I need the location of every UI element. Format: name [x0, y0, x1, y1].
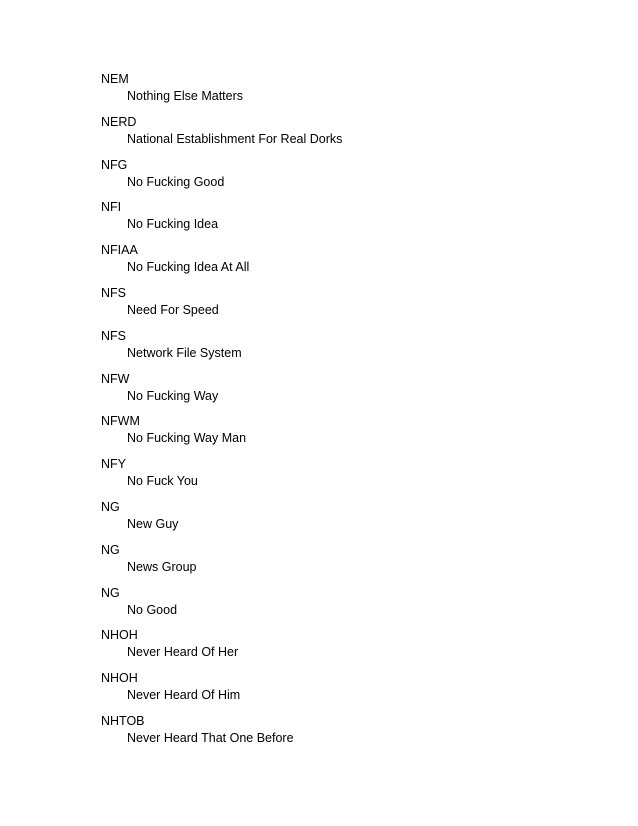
acronym-entry — [101, 242, 601, 285]
acronym-definition: News Group — [127, 559, 197, 574]
acronym-term: NHTOB — [101, 713, 145, 728]
acronym-entry — [101, 71, 601, 114]
acronym-entry — [101, 456, 601, 499]
acronym-definition: Network File System — [127, 345, 242, 360]
acronym-term: NG — [101, 499, 120, 514]
acronym-definition: No Fucking Good — [127, 174, 225, 189]
acronym-definition: No Fucking Idea At All — [127, 260, 250, 275]
acronym-definition: No Good — [127, 602, 178, 617]
acronym-list — [101, 71, 601, 756]
acronym-term: NEM — [101, 72, 129, 86]
acronym-term: NFS — [101, 285, 126, 300]
acronym-entry — [101, 328, 601, 371]
acronym-term: NG — [101, 542, 120, 557]
acronym-definition: Never Heard Of Her — [127, 645, 239, 660]
acronym-entry — [101, 499, 601, 542]
acronym-term: NFW — [101, 371, 130, 386]
acronym-term: NERD — [101, 114, 137, 129]
acronym-term: NFY — [101, 457, 126, 472]
acronym-definition: New Guy — [127, 516, 179, 531]
acronym-term: NFIAA — [101, 243, 138, 258]
acronym-entry — [101, 371, 601, 414]
acronym-definition: No Fucking Way Man — [127, 431, 247, 446]
acronym-entry — [101, 627, 601, 670]
acronym-entry — [101, 157, 601, 200]
acronym-definition: No Fucking Way — [127, 388, 219, 403]
acronym-term: NFG — [101, 157, 128, 172]
acronym-entry — [101, 542, 601, 585]
acronym-entry — [101, 114, 601, 157]
acronym-entry — [101, 670, 601, 713]
acronym-entry — [101, 199, 601, 242]
acronym-definition: No Fuck You — [127, 474, 198, 489]
acronym-definition: Nothing Else Matters — [127, 89, 244, 103]
acronym-definition: Never Heard That One Before — [127, 730, 294, 745]
acronym-entry — [101, 285, 601, 328]
acronym-entry — [101, 413, 601, 456]
acronym-definition: Need For Speed — [127, 302, 219, 317]
acronym-term: NG — [101, 585, 120, 600]
acronym-entry — [101, 713, 601, 756]
acronym-definition: No Fucking Idea — [127, 217, 219, 232]
acronym-term: NFS — [101, 328, 126, 343]
acronym-entry — [101, 585, 601, 628]
acronym-term: NFI — [101, 200, 122, 215]
acronym-definition: Never Heard Of Him — [127, 688, 241, 703]
acronym-definition: National Establishment For Real Dorks — [127, 131, 343, 146]
acronym-term: NHOH — [101, 628, 138, 643]
acronym-term: NHOH — [101, 671, 138, 686]
acronym-term: NFWM — [101, 414, 140, 429]
